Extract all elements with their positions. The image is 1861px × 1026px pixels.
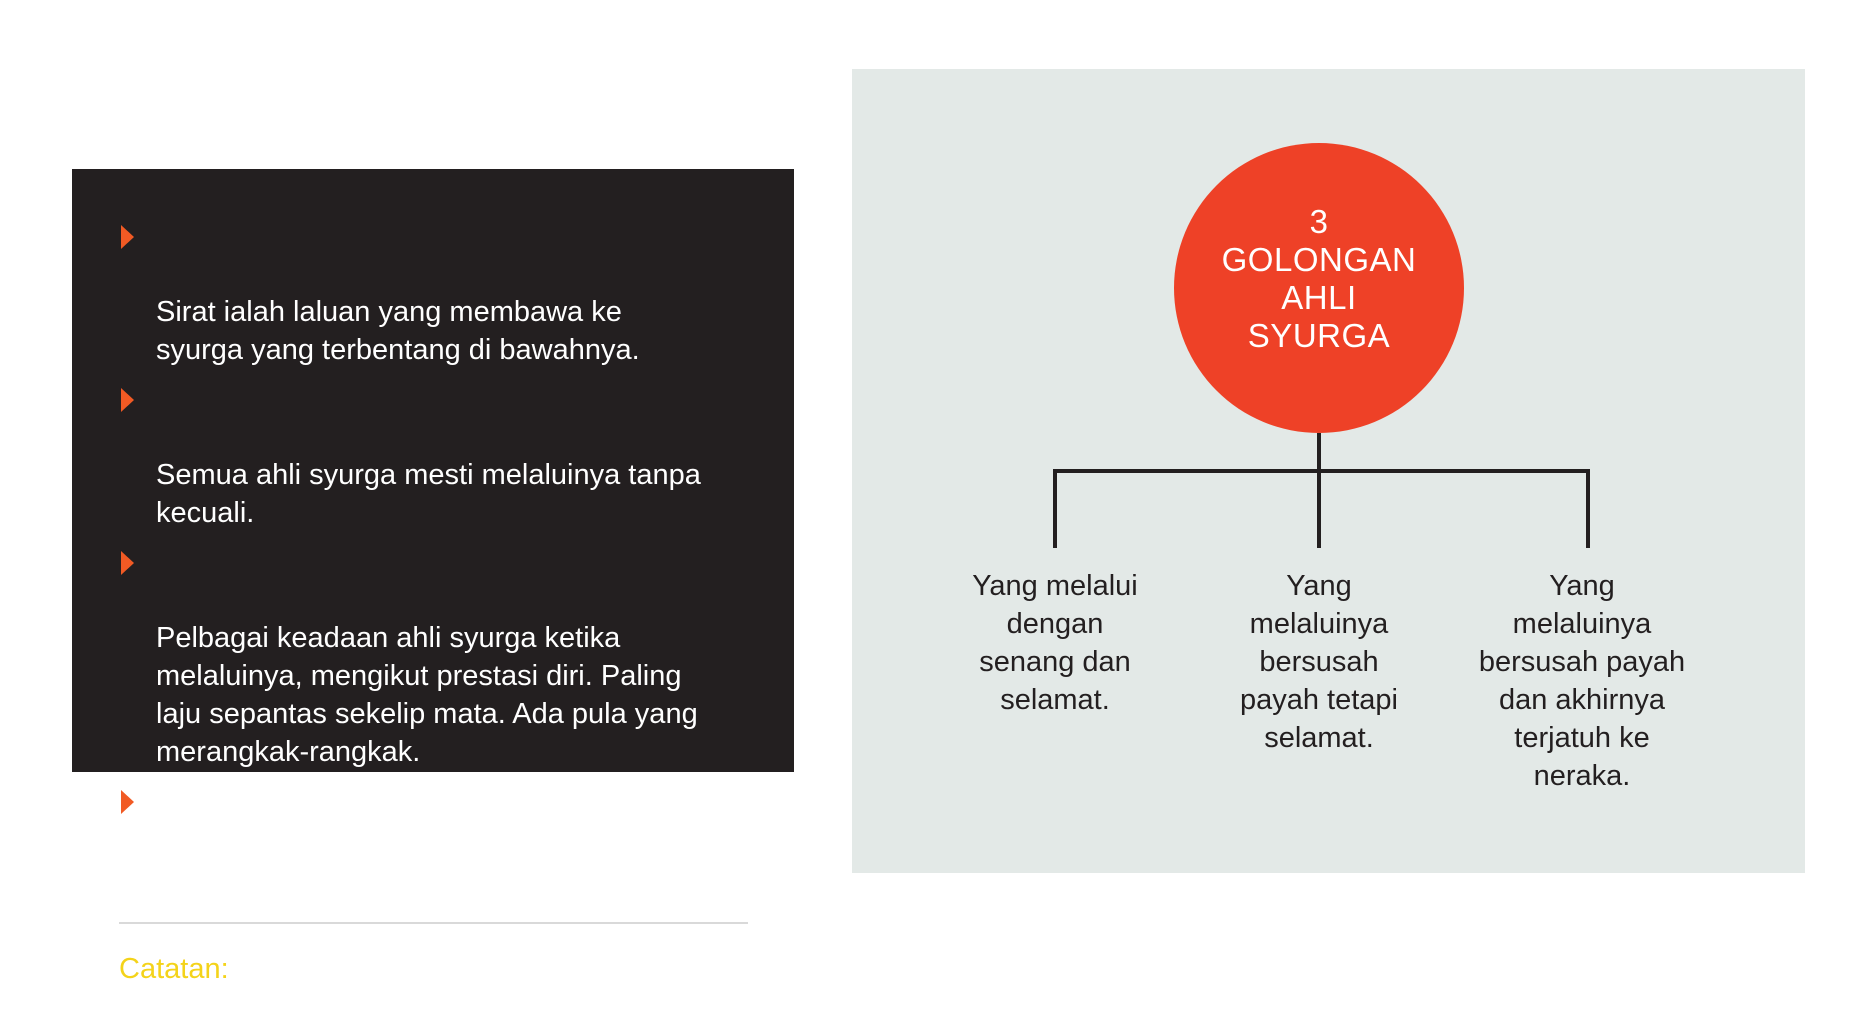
bullet-item: [119, 543, 748, 771]
branch-label: Yang melaluinya bersusah payah dan akhirnya terjatuh ke neraka.: [1478, 570, 1686, 792]
bullet-text: Semua ahli syurga mesti melaluinya tanpa kecuali.: [156, 459, 701, 529]
note-text: Ahli neraka kekal tidak melalui proses ini. Mereka terus dibawa ke neraka.: [119, 953, 672, 1023]
triangle-right-icon: [121, 551, 134, 575]
bullet-text: Ada tiga golongan ahli syurga pada sesi ini.: [156, 861, 716, 893]
branch-label: Yang melalui dengan senang dan selamat.: [972, 570, 1138, 716]
branch-label: Yang melaluinya bersusah payah tetapi selamat.: [1239, 570, 1398, 754]
info-panel: [72, 169, 794, 1023]
bullet-list: [119, 217, 748, 896]
note-label: Catatan:: [119, 953, 229, 985]
bullet-item: [119, 380, 748, 532]
triangle-right-icon: [121, 225, 134, 249]
center-title: 3 GOLONGAN AHLI SYURGA: [1221, 203, 1417, 354]
bullet-item: [119, 217, 748, 369]
bullet-text: Sirat ialah laluan yang membawa ke syurga yang terbentang di bawahnya.: [156, 296, 640, 366]
triangle-right-icon: [121, 790, 134, 814]
bullet-item: [119, 782, 748, 896]
triangle-right-icon: [121, 388, 134, 412]
divider: [119, 922, 748, 924]
bullet-text: Pelbagai keadaan ahli syurga ketika melaluinya, mengikut prestasi diri. Paling laju sepantas sekelip mata. Ada pula yang merangkak-rangkak.: [156, 622, 698, 768]
center-circle: [1174, 143, 1464, 433]
diagram-panel: [852, 69, 1805, 873]
note: [119, 950, 748, 1026]
